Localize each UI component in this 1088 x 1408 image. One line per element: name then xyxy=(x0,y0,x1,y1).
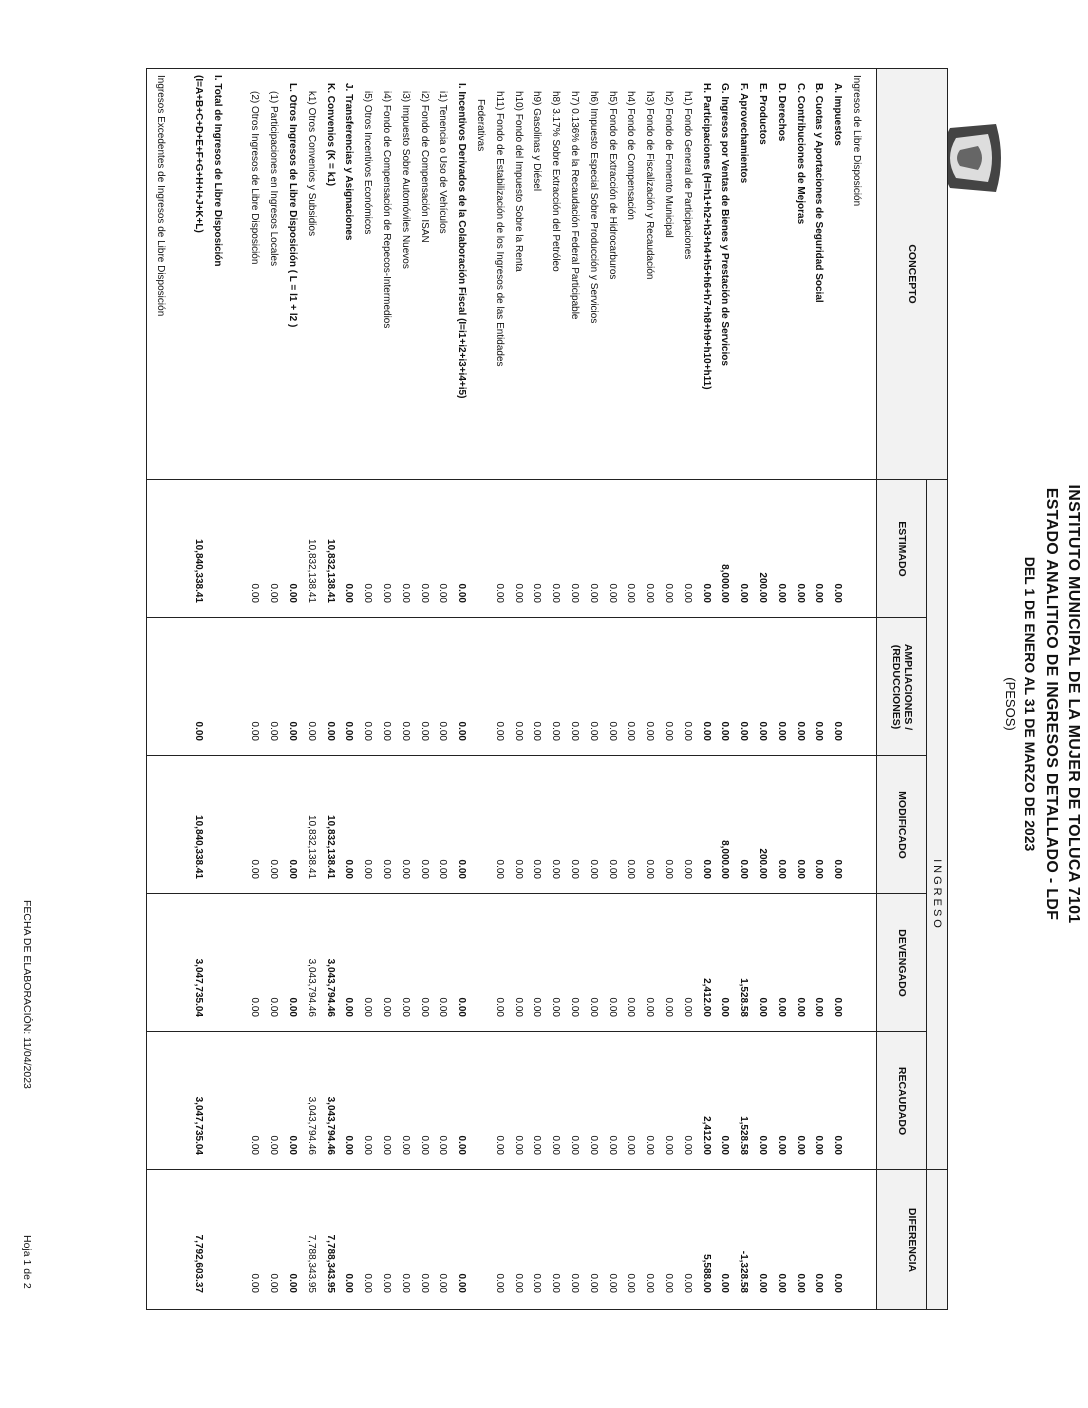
row-label: I. Incentivos Derivados de la Colaboración Fiscal (I=i1+i2+i3+i4+i5) xyxy=(456,83,468,399)
row-label: k1) Otros Convenios y Subsidios xyxy=(305,91,317,237)
row-label: Ingresos Excedentes de Ingresos de Libre Disposición xyxy=(155,75,167,317)
row-value: 0.00 xyxy=(550,1135,562,1155)
row-value: 0.00 xyxy=(287,721,298,741)
row-label: i5) Otros Incentivos Económicos xyxy=(362,91,374,235)
row-value: 200.00 xyxy=(757,572,768,603)
row-value: 0.00 xyxy=(493,583,505,603)
table-row xyxy=(755,69,769,1309)
row-value: 10,832,138.41 xyxy=(305,539,317,603)
row-value: 8,000.00 xyxy=(719,840,731,879)
row-value: 0.00 xyxy=(399,1135,411,1155)
row-value: 0.00 xyxy=(512,997,524,1017)
elaboration-date: FECHA DE ELABORACIÓN: 11/04/2023 xyxy=(21,900,33,1089)
row-value: 0.00 xyxy=(625,1135,637,1155)
row-value: 0.00 xyxy=(606,583,618,603)
row-label: h5) Fondo de Extracción de Hidrocarburos xyxy=(606,91,618,280)
table-row xyxy=(586,69,600,1309)
row-label: (1) Participaciones en Ingresos Locales xyxy=(268,91,280,267)
row-value: 0.00 xyxy=(456,721,468,741)
row-value: 0.00 xyxy=(794,1135,806,1155)
row-value: 0.00 xyxy=(775,859,787,879)
row-value: 0.00 xyxy=(757,1135,768,1155)
header-diferencia: DIFERENCIA xyxy=(877,1169,947,1310)
row-value: 0.00 xyxy=(813,721,825,741)
row-value: 10,832,138.41 xyxy=(324,539,336,603)
row-label: L. Otros Ingresos de Libre Disposición ( L = l1 + l2 ) xyxy=(287,83,298,328)
row-label: h11) Fondo de Estabilización de los Ingresos de las Entidades xyxy=(493,91,505,367)
row-value: 0.00 xyxy=(794,721,806,741)
row-label: A. Impuestos xyxy=(832,83,844,146)
income-table xyxy=(146,68,948,1310)
row-value: 0.00 xyxy=(663,1135,674,1155)
row-value: 8,000.00 xyxy=(719,564,731,603)
table-row xyxy=(454,69,468,1309)
row-label: h3) Fondo de Fiscalización y Recaudación xyxy=(644,91,656,280)
row-value: 0.00 xyxy=(587,1135,599,1155)
row-value: 0.00 xyxy=(832,721,844,741)
row-value: 0.00 xyxy=(775,721,787,741)
row-value: 0.00 xyxy=(663,583,674,603)
row-value: 0.00 xyxy=(362,1135,374,1155)
row-value: 0.00 xyxy=(249,997,261,1017)
row-value: 0.00 xyxy=(775,1273,787,1293)
institution-name: INSTITUTO MUNICIPAL DE LA MUJER DE TOLUCA 7101 xyxy=(1065,484,1082,924)
row-value: 0.00 xyxy=(644,721,656,741)
currency-note: (PESOS) xyxy=(1003,677,1018,731)
row-value: 0.00 xyxy=(550,1273,562,1293)
row-value: 0.00 xyxy=(719,1135,731,1155)
row-value: 0.00 xyxy=(343,997,355,1017)
row-value: 0.00 xyxy=(813,583,825,603)
row-value: 0.00 xyxy=(437,721,449,741)
row-label: h8) 3.17% Sobre Extracción del Petróleo xyxy=(550,91,562,272)
row-value: 0.00 xyxy=(437,583,449,603)
row-value: 0.00 xyxy=(399,721,411,741)
table-row xyxy=(435,69,449,1309)
row-value: 0.00 xyxy=(644,583,656,603)
table-row xyxy=(849,69,863,1309)
header-modificado: MODIFICADO xyxy=(877,755,927,894)
row-value: 0.00 xyxy=(305,721,317,741)
row-value: 0.00 xyxy=(663,997,674,1017)
row-value: 0.00 xyxy=(813,1273,825,1293)
row-value: 0.00 xyxy=(719,1273,731,1293)
row-value: 0.00 xyxy=(343,721,355,741)
row-value: 0.00 xyxy=(456,859,468,879)
table-row xyxy=(811,69,825,1309)
row-value: 3,043,794.46 xyxy=(305,1096,317,1155)
row-value: 0.00 xyxy=(663,721,674,741)
page-number: Hoja 1 de 2 xyxy=(21,1235,33,1289)
row-value: 7,788,343.95 xyxy=(305,1234,317,1293)
row-value: 0.00 xyxy=(512,1273,524,1293)
row-value: 0.00 xyxy=(512,1135,524,1155)
row-label: H. Participaciones (H=h1+h2+h3+h4+h5+h6+h7+h8+h9+h10+h11) xyxy=(700,83,712,390)
row-value: 0.00 xyxy=(606,1273,618,1293)
table-row xyxy=(793,69,807,1309)
row-value: 0.00 xyxy=(569,997,580,1017)
row-label: C. Contribuciones de Mejoras xyxy=(794,83,806,225)
row-value: 0.00 xyxy=(681,859,693,879)
row-value: 0.00 xyxy=(343,859,355,879)
row-value: 0.00 xyxy=(681,583,693,603)
row-value: 0.00 xyxy=(249,1273,261,1293)
row-value: 10,840,338.41 xyxy=(193,539,204,603)
row-value: 0.00 xyxy=(775,997,787,1017)
row-value: 0.00 xyxy=(794,859,806,879)
row-value: 0.00 xyxy=(606,721,618,741)
row-label: B. Cuotas y Aportaciones de Seguridad Social xyxy=(813,83,825,303)
row-value: 0.00 xyxy=(738,583,750,603)
row-value: 10,840,338.41 xyxy=(193,815,204,879)
header-concepto: CONCEPTO xyxy=(906,244,918,304)
row-label: i3) Impuesto Sobre Automóviles Nuevos xyxy=(399,91,411,269)
table-row xyxy=(323,69,337,1309)
row-value: 0.00 xyxy=(832,997,844,1017)
row-value: 0.00 xyxy=(493,1273,505,1293)
row-value: 0.00 xyxy=(456,1273,468,1293)
table-row xyxy=(210,69,224,1309)
row-value: 0.00 xyxy=(531,997,543,1017)
row-value: 0.00 xyxy=(587,997,599,1017)
row-value: 0.00 xyxy=(381,1135,392,1155)
row-value: 0.00 xyxy=(775,1135,787,1155)
row-value: 0.00 xyxy=(644,1135,656,1155)
row-value: 0.00 xyxy=(531,1135,543,1155)
table-row xyxy=(680,69,694,1309)
row-value: 0.00 xyxy=(418,997,430,1017)
row-value: 0.00 xyxy=(193,721,204,741)
row-label: h9) Gasolinas y Diésel xyxy=(531,91,543,192)
row-value: 0.00 xyxy=(362,859,374,879)
table-row xyxy=(511,69,525,1309)
table-row xyxy=(360,69,374,1309)
row-label: i4) Fondo de Compensación de Repecos-Intermedios xyxy=(381,91,392,329)
row-value: 7,788,343.95 xyxy=(324,1234,336,1293)
row-value: 0.00 xyxy=(343,1273,355,1293)
row-value: 5,588.00 xyxy=(700,1254,712,1293)
row-value: 3,047,735.04 xyxy=(193,1096,204,1155)
row-value: 0.00 xyxy=(268,1273,280,1293)
row-value: 0.00 xyxy=(287,583,298,603)
table-row xyxy=(605,69,619,1309)
row-value: 0.00 xyxy=(757,997,768,1017)
row-value: 3,043,794.46 xyxy=(324,958,336,1017)
row-value: 0.00 xyxy=(362,583,374,603)
row-value: 0.00 xyxy=(606,859,618,879)
row-value: 0.00 xyxy=(700,859,712,879)
row-value: 0.00 xyxy=(249,583,261,603)
row-value: 0.00 xyxy=(399,1273,411,1293)
row-value: 0.00 xyxy=(550,721,562,741)
row-value: 0.00 xyxy=(606,997,618,1017)
row-value: 3,043,794.46 xyxy=(305,958,317,1017)
row-value: 0.00 xyxy=(531,859,543,879)
table-row xyxy=(247,69,261,1309)
row-value: 0.00 xyxy=(249,1135,261,1155)
row-value: 0.00 xyxy=(663,859,674,879)
row-value: 0.00 xyxy=(681,997,693,1017)
row-value: 0.00 xyxy=(531,1273,543,1293)
row-value: 0.00 xyxy=(681,1273,693,1293)
table-row xyxy=(172,69,186,1309)
report-period: DEL 1 DE ENERO AL 31 DE MARZO DE 2023 xyxy=(1022,556,1038,852)
table-row xyxy=(699,69,713,1309)
row-value: 0.00 xyxy=(569,859,580,879)
row-value: 0.00 xyxy=(418,859,430,879)
row-value: 0.00 xyxy=(832,1273,844,1293)
row-value: 0.00 xyxy=(381,583,392,603)
table-row xyxy=(379,69,393,1309)
row-value: 0.00 xyxy=(757,1273,768,1293)
table-header xyxy=(876,69,947,1309)
row-value: 0.00 xyxy=(550,583,562,603)
table-row xyxy=(548,69,562,1309)
row-value: 0.00 xyxy=(587,859,599,879)
header-ingreso-group: INGRESO xyxy=(926,479,947,1310)
row-value: -1,328.58 xyxy=(738,1250,750,1293)
table-row xyxy=(661,69,675,1309)
row-value: 0.00 xyxy=(813,997,825,1017)
row-value: 0.00 xyxy=(531,583,543,603)
table-row xyxy=(191,69,205,1309)
row-value: 0.00 xyxy=(832,1135,844,1155)
row-value: 0.00 xyxy=(625,1273,637,1293)
row-value: 0.00 xyxy=(700,721,712,741)
table-row xyxy=(153,69,167,1309)
row-label: D. Derechos xyxy=(775,83,787,142)
row-value: 1,528.58 xyxy=(738,978,750,1017)
row-value: 0.00 xyxy=(719,721,731,741)
row-value: 0.00 xyxy=(644,997,656,1017)
row-label: E. Productos xyxy=(757,83,768,145)
row-value: 0.00 xyxy=(550,997,562,1017)
row-value: 0.00 xyxy=(569,583,580,603)
row-value: 1,528.58 xyxy=(738,1116,750,1155)
table-row xyxy=(623,69,637,1309)
row-value: 0.00 xyxy=(606,1135,618,1155)
row-value: 0.00 xyxy=(681,1135,693,1155)
row-value: 2,412.00 xyxy=(700,978,712,1017)
header-recaudado: RECAUDADO xyxy=(877,1031,927,1170)
header-devengado: DEVENGADO xyxy=(877,893,927,1032)
row-value: 0.00 xyxy=(738,721,750,741)
row-value: 0.00 xyxy=(362,721,374,741)
table-row xyxy=(736,69,750,1309)
row-value: 0.00 xyxy=(569,1273,580,1293)
table-row xyxy=(304,69,318,1309)
table-row xyxy=(341,69,355,1309)
row-value: 0.00 xyxy=(644,859,656,879)
row-value: 0.00 xyxy=(587,583,599,603)
row-value: 0.00 xyxy=(625,859,637,879)
table-row xyxy=(774,69,788,1309)
row-value: 0.00 xyxy=(719,997,731,1017)
row-value: 200.00 xyxy=(757,848,768,879)
row-label: h7) 0.136% de la Recaudación Federal Participable xyxy=(569,91,580,320)
row-value: 0.00 xyxy=(399,859,411,879)
row-value: 0.00 xyxy=(456,1135,468,1155)
row-label: F. Aprovechamientos xyxy=(738,83,750,184)
table-row xyxy=(492,69,506,1309)
table-row xyxy=(285,69,299,1309)
row-value: 0.00 xyxy=(287,1135,298,1155)
report-title: ESTADO ANALITICO DE INGRESOS DETALLADO - LDF xyxy=(1043,487,1060,921)
row-label: h6) Impuesto Especial Sobre Producción y Servicios xyxy=(587,91,599,324)
header-ampliaciones: AMPLIACIONES / (REDUCCIONES) xyxy=(877,617,927,756)
table-row xyxy=(567,69,581,1309)
row-value: 0.00 xyxy=(268,721,280,741)
row-value: 0.00 xyxy=(268,583,280,603)
table-row xyxy=(473,69,487,1309)
row-value: 0.00 xyxy=(775,583,787,603)
table-row xyxy=(417,69,431,1309)
row-value: 0.00 xyxy=(794,1273,806,1293)
row-label: i2) Fondo de Compensación ISAN xyxy=(418,91,430,243)
row-label: (2) Otros Ingresos de Libre Disposición xyxy=(249,91,261,265)
row-label: h4) Fondo de Compensación xyxy=(625,91,637,220)
row-value: 0.00 xyxy=(625,583,637,603)
row-value: 0.00 xyxy=(512,583,524,603)
row-value: 0.00 xyxy=(531,721,543,741)
table-row xyxy=(229,69,243,1309)
row-value: 0.00 xyxy=(268,859,280,879)
row-label: h10) Fondo del Impuesto Sobre la Renta xyxy=(512,91,524,272)
row-value: 0.00 xyxy=(813,859,825,879)
row-label: h2) Fondo de Fomento Municipal xyxy=(663,91,674,238)
row-label: G. Ingresos por Ventas de Bienes y Prestación de Servicios xyxy=(719,83,731,366)
row-value: 0.00 xyxy=(493,721,505,741)
row-value: 3,047,735.04 xyxy=(193,958,204,1017)
row-value: 0.00 xyxy=(587,721,599,741)
row-value: 0.00 xyxy=(456,997,468,1017)
row-value: 0.00 xyxy=(813,1135,825,1155)
row-value: 0.00 xyxy=(343,583,355,603)
row-value: 0.00 xyxy=(381,721,392,741)
table-row xyxy=(642,69,656,1309)
row-value: 0.00 xyxy=(249,721,261,741)
row-value: 0.00 xyxy=(324,721,336,741)
row-label: Federativas xyxy=(475,99,486,152)
row-value: 10,832,138.41 xyxy=(305,815,317,879)
row-label: I. Total de Ingresos de Libre Disposición xyxy=(211,75,223,267)
table-row xyxy=(830,69,844,1309)
row-value: 0.00 xyxy=(663,1273,674,1293)
row-value: 0.00 xyxy=(362,1273,374,1293)
row-value: 0.00 xyxy=(381,859,392,879)
row-value: 7,792,603.37 xyxy=(193,1234,204,1293)
row-value: 0.00 xyxy=(493,1135,505,1155)
row-value: 0.00 xyxy=(625,721,637,741)
row-value: 0.00 xyxy=(362,997,374,1017)
row-value: 0.00 xyxy=(418,1135,430,1155)
row-value: 0.00 xyxy=(287,1273,298,1293)
row-value: 0.00 xyxy=(512,721,524,741)
row-value: 0.00 xyxy=(625,997,637,1017)
row-value: 0.00 xyxy=(569,1135,580,1155)
row-label: h1) Fondo General de Participaciones xyxy=(681,91,693,260)
row-value: 0.00 xyxy=(456,583,468,603)
row-value: 0.00 xyxy=(794,583,806,603)
table-row xyxy=(529,69,543,1309)
row-value: 0.00 xyxy=(343,1135,355,1155)
row-value: 0.00 xyxy=(437,997,449,1017)
table-row xyxy=(717,69,731,1309)
row-value: 0.00 xyxy=(493,997,505,1017)
row-value: 0.00 xyxy=(418,721,430,741)
row-value: 0.00 xyxy=(268,1135,280,1155)
row-value: 0.00 xyxy=(418,1273,430,1293)
row-label: i1) Tenencia o Uso de Vehículos xyxy=(437,91,449,234)
row-value: 3,043,794.46 xyxy=(324,1096,336,1155)
table-row xyxy=(266,69,280,1309)
row-value: 0.00 xyxy=(550,859,562,879)
row-value: 0.00 xyxy=(738,859,750,879)
row-value: 0.00 xyxy=(437,1273,449,1293)
row-label: K. Convenios (K = k1) xyxy=(324,83,336,187)
row-label: Ingresos de Libre Disposición xyxy=(851,75,862,207)
row-value: 0.00 xyxy=(437,1135,449,1155)
row-value: 0.00 xyxy=(587,1273,599,1293)
row-value: 0.00 xyxy=(418,583,430,603)
row-value: 2,412.00 xyxy=(700,1116,712,1155)
row-value: 0.00 xyxy=(644,1273,656,1293)
row-value: 0.00 xyxy=(512,859,524,879)
row-value: 0.00 xyxy=(287,859,298,879)
row-value: 10,832,138.41 xyxy=(324,815,336,879)
row-label: J. Transferencias y Asignaciones xyxy=(343,83,355,241)
header-estimado: ESTIMADO xyxy=(877,479,927,618)
row-value: 0.00 xyxy=(700,583,712,603)
row-value: 0.00 xyxy=(493,859,505,879)
row-value: 0.00 xyxy=(381,1273,392,1293)
row-value: 0.00 xyxy=(757,721,768,741)
row-value: 0.00 xyxy=(794,997,806,1017)
row-value: 0.00 xyxy=(249,859,261,879)
table-row xyxy=(398,69,412,1309)
row-value: 0.00 xyxy=(832,583,844,603)
row-label: (I=A+B+C+D+E+F+G+H+I+J+K+L) xyxy=(193,75,204,233)
row-value: 0.00 xyxy=(681,721,693,741)
row-value: 0.00 xyxy=(437,859,449,879)
row-value: 0.00 xyxy=(381,997,392,1017)
row-value: 0.00 xyxy=(399,997,411,1017)
row-value: 0.00 xyxy=(399,583,411,603)
row-value: 0.00 xyxy=(287,997,298,1017)
row-value: 0.00 xyxy=(832,859,844,879)
row-value: 0.00 xyxy=(569,721,580,741)
row-value: 0.00 xyxy=(268,997,280,1017)
